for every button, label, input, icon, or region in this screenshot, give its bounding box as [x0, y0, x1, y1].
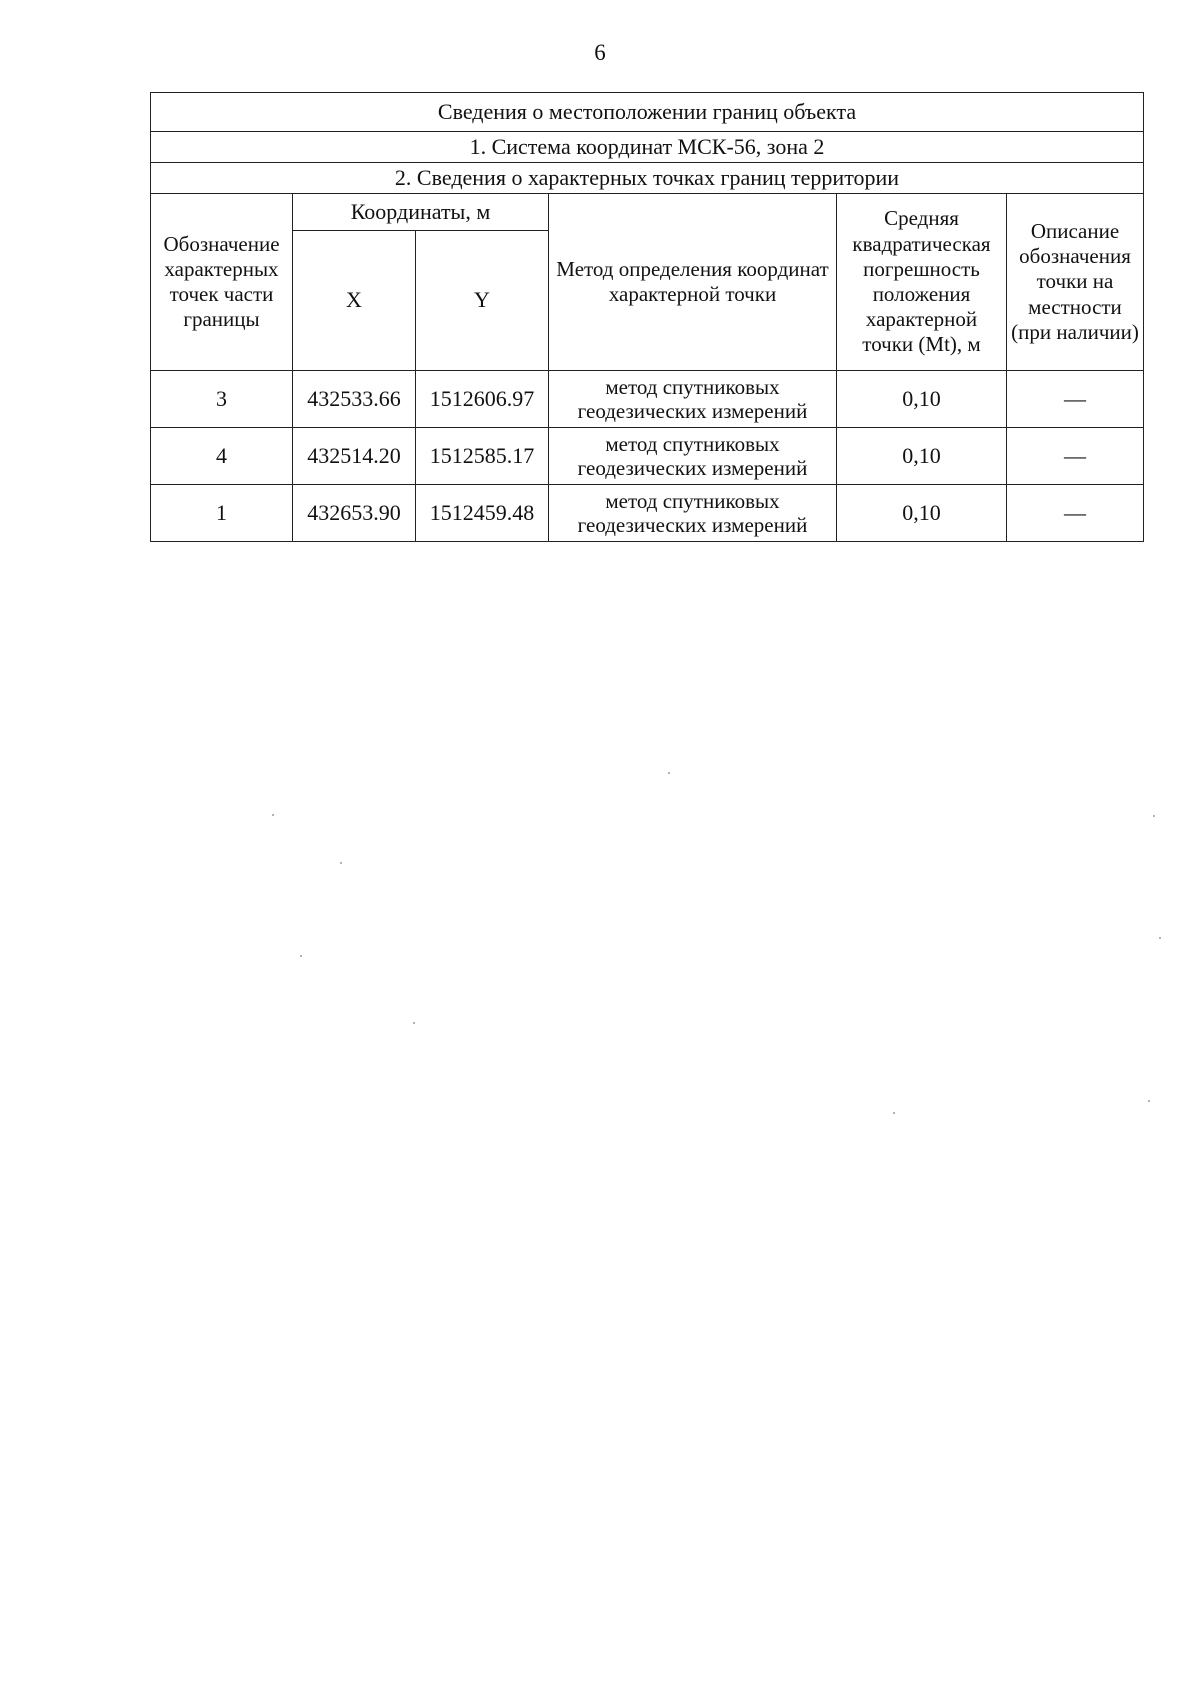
header-error: Средняя квадратическая погрешность положения характерной точки (Mt), м: [837, 194, 1007, 371]
header-description: Описание обозначения точки на местности (при наличии): [1007, 194, 1144, 371]
table-title: Сведения о местоположении границ объекта: [151, 93, 1144, 132]
method-cell: метод спутниковых геодезических измерений: [549, 428, 837, 485]
description-cell: —: [1007, 485, 1144, 542]
header-point-designation: Обозначение характерных точек части границы: [151, 194, 293, 371]
description-cell: —: [1007, 428, 1144, 485]
method-cell: метод спутниковых геодезических измерений: [549, 485, 837, 542]
coord-system-text: 1. Система координат МСК-56, зона 2: [151, 132, 1144, 163]
method-cell: метод спутниковых геодезических измерений: [549, 371, 837, 428]
header-row-1: [151, 194, 1144, 231]
page-number: 6: [594, 40, 606, 65]
x-cell: 432533.66: [293, 371, 416, 428]
y-cell: 1512606.97: [416, 371, 549, 428]
y-cell: 1512459.48: [416, 485, 549, 542]
x-cell: 432514.20: [293, 428, 416, 485]
x-cell: 432653.90: [293, 485, 416, 542]
error-cell: 0,10: [837, 371, 1007, 428]
error-cell: 0,10: [837, 485, 1007, 542]
coord-system-row: [151, 132, 1144, 163]
boundary-points-table: [150, 92, 1144, 542]
error-cell: 0,10: [837, 428, 1007, 485]
y-cell: 1512585.17: [416, 428, 549, 485]
point-cell: 3: [151, 371, 293, 428]
table-row: [151, 371, 1144, 428]
header-x: X: [293, 231, 416, 371]
section-title-text: 2. Сведения о характерных точках границ территории: [151, 163, 1144, 194]
table-row: [151, 428, 1144, 485]
table-title-row: [151, 93, 1144, 132]
description-cell: —: [1007, 371, 1144, 428]
header-y: Y: [416, 231, 549, 371]
header-coordinates: Координаты, м: [293, 194, 549, 231]
header-method: Метод определения координат характерной точки: [549, 194, 837, 371]
section-title-row: [151, 163, 1144, 194]
point-cell: 4: [151, 428, 293, 485]
point-cell: 1: [151, 485, 293, 542]
table-row: [151, 485, 1144, 542]
